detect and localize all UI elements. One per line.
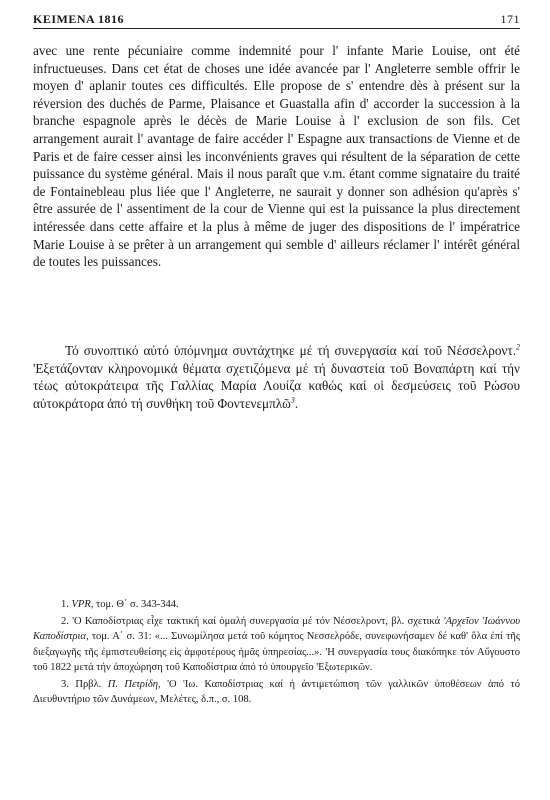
footnote-1-number: 1. [61, 599, 69, 610]
footnote-3-text-b: , 'Ο 'Ιω. Καποδίστριας καί ἡ ἀντιμετώπιση τῶν γαλλικῶν ὑποθέσεων ἀπό τό Διευθυντήριο τῶν Δυνάμεων, Μελέτες, δ.π., σ. 108. [33, 678, 520, 705]
footnotes [33, 597, 520, 709]
footnote-2-source: 'Αρχεῖον 'Ιωάννου Καποδίστρια [33, 615, 521, 642]
footnote-3-author: Π. Πετρίδη [107, 678, 158, 690]
page-number: 171 [500, 12, 520, 26]
greek-paragraph [33, 342, 520, 413]
greek-text-part1: Τό συνοπτικό αὐτό ὑπόμνημα συντάχτηκε μέ τή συνεργασία καί τοῦ Νέσσελροντ. [65, 343, 516, 358]
footnote-2-text-a: 2. 'Ο Καποδίστριας εἶχε τακτική καί ὁμαλή συνεργασία μέ τόν Νέσσελροντ, βλ. σχετικά [61, 615, 444, 627]
page-header [33, 8, 520, 28]
footnote-3-text-a: 3. Πρβλ. [61, 678, 108, 690]
greek-commentary [33, 342, 520, 413]
french-paragraph: avec une rente pécuniaire comme indemnité pour l' infante Marie Louise, ont été infructueuses. Dans cet état de choses une idée avancée par l' Angleterre semble offrir le moyen d' aplanir toutes ces difficultés. Elle propose de s' entendre dès à présent sur la réversion des duchés de Parme, Plaisance et Guastalla afin d' accorder la succession à la branche espagnole après le décès de Marie Louise à l' exclusion de son fils. Cet arrangement aurait l' avantage de faire accéder l' Espagne aux transactions de Vienne et de Paris et de faire cesser ainsi les inconvénients graves qui résultent de la séparation de cette puissance du système général. Mais il nous paraît que v.m. étant comme signataire du traité de Fontainebleau plus liée que l' Angleterre, ne saurait y donner son adhésion qu'après s' être assurée de l' assentiment de la cour de Vienne qui est la puissance la plus directement intéressée dans cette affaire et la plus à même de juger des dispositions de l' impératrice Marie Louise à se prêter à un arrangement qui semble d' ailleurs réclamer l' intérêt général de toutes les puissances. [33, 43, 520, 270]
footnote-ref-3[interactable]: 3 [290, 395, 295, 405]
footnote-1-text: , τομ. Θ΄ σ. 343-344. [90, 599, 179, 610]
running-title: ΚΕΙΜΕΝΑ 1816 [33, 12, 125, 26]
greek-text-end: . [294, 396, 299, 412]
footnote-2-text-b: , τομ. Α΄ σ. 31: «... Συνωμίλησα μετά τοῦ κόμητος Νεσσελρόδε, συνεφωνήσαμεν δέ καθ' ὅλα ἐπί τῆς διεξαγωγῆς τῆς ἐμπιστευθείσης εἰς ἀμφοτέρους ἡμᾶς ὑπηρεσίας...». 'Η συνεργασία τους διακόπηκε τόν Αὔγουστο τοῦ 1822 μετά τήν ἀποχώρηση τοῦ Καποδίστρια ἀπό τό ὑπουργεῖο 'Εξωτερικῶν. [33, 631, 520, 673]
header-rule [33, 28, 520, 29]
footnote-2 [33, 614, 520, 676]
footnote-1-source: VPR [71, 599, 91, 610]
footnote-3 [33, 677, 520, 708]
footnote-ref-2[interactable]: 2 [516, 342, 520, 352]
footnote-1 [33, 597, 520, 613]
french-quotation [33, 42, 520, 271]
greek-text-part2: 'Εξετάζονταν κληρονομικά θέματα σχετιζόμενα μέ τή δυναστεία τοῦ Βοναπάρτη καί τήν τέως αὐτοκράτειρα τῆς Γαλλίας Μαρία Λουίζα καθώς καί οἱ δεσμεύσεις τοῦ Ρώσου αὐτοκράτορα ἀπό τή συνθήκη τοῦ Φοντενεμπλῶ [33, 360, 520, 412]
